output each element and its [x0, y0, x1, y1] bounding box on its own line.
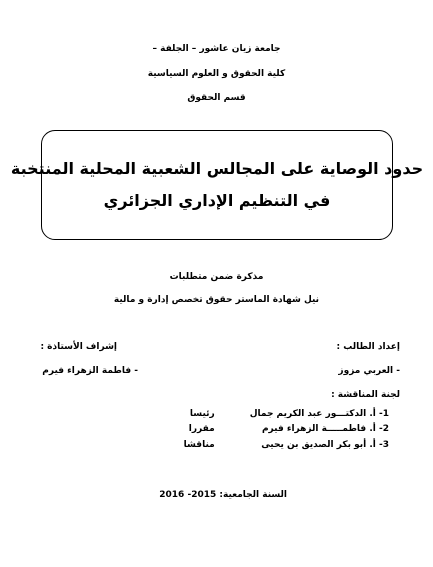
committee-member	[190, 409, 389, 419]
member-role: رئيسا	[189, 409, 215, 419]
prepared-by-label: إعداد الطالب :	[336, 342, 400, 352]
member-name: أ. فاطمـــــة الزهراء فيرم	[261, 424, 376, 434]
supervision-label: إشراف الأستاذة :	[40, 342, 117, 352]
university-name: جامعة زيان عاشور – الجلفة –	[152, 44, 281, 54]
degree-note-line-1: مذكرة ضمن متطلبات	[169, 272, 264, 282]
committee-member	[189, 424, 389, 434]
academic-year: السنة الجامعية: 2015- 2016	[159, 490, 287, 500]
supervisor-name: - فاطمة الزهراء فيرم	[42, 366, 138, 376]
member-name: أ. أبو بكر الصديق بن يحيى	[261, 440, 376, 450]
student-name: - العربي مزوز	[338, 366, 400, 376]
member-number: 1-	[378, 409, 389, 419]
member-role: مناقشا	[183, 440, 215, 450]
thesis-title-line-1: حدود الوصاية على المجالس الشعبية المحلية المنتخبة	[10, 159, 424, 178]
department-name: قسم الحقوق	[187, 93, 246, 103]
degree-note-line-2: نيل شهادة الماستر حقوق تخصص إدارة و مالية	[113, 295, 320, 305]
member-role: مقررا	[188, 424, 215, 434]
committee-member	[184, 440, 389, 450]
thesis-title-box	[10, 130, 424, 240]
faculty-name: كلية الحقوق و العلوم السياسية	[147, 69, 286, 79]
member-number: 3-	[378, 440, 389, 450]
committee-label: لجنة المناقشة :	[331, 390, 400, 400]
member-number: 2-	[378, 424, 389, 434]
thesis-title-line-2: في التنظيم الإداري الجزائري	[103, 191, 331, 210]
member-name: أ. الدكتـــور عبد الكريم جمال	[249, 409, 376, 419]
